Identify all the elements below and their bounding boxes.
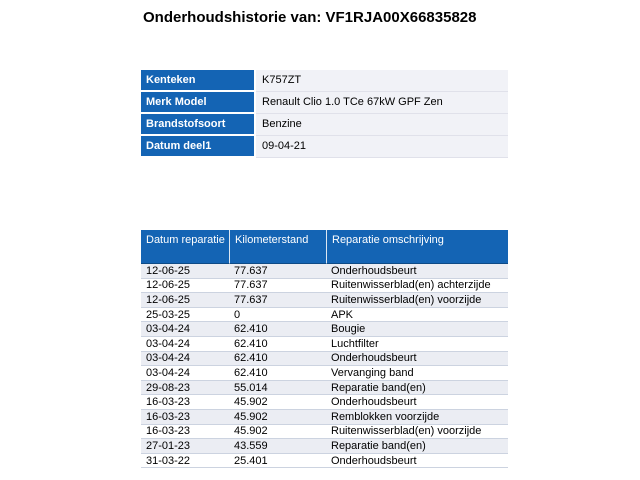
repair-description-cell: Ruitenwisserblad(en) voorzijde: [326, 425, 508, 440]
column-header-datum-reparatie: Datum reparatie: [141, 230, 229, 264]
info-label-kenteken: Kenteken: [141, 70, 256, 92]
repair-date-cell: 12-06-25: [141, 293, 229, 308]
mileage-cell: 77.637: [229, 279, 326, 294]
table-row: [141, 366, 508, 381]
repair-history-table: [141, 230, 508, 468]
table-row: [141, 70, 508, 92]
repair-date-cell: 16-03-23: [141, 425, 229, 440]
mileage-cell: 62.410: [229, 352, 326, 367]
repair-date-cell: 16-03-23: [141, 410, 229, 425]
repair-date-cell: 03-04-24: [141, 337, 229, 352]
repair-description-cell: Bougie: [326, 322, 508, 337]
repair-date-cell: 31-03-22: [141, 454, 229, 469]
repair-date-cell: 03-04-24: [141, 322, 229, 337]
repair-description-cell: Reparatie band(en): [326, 381, 508, 396]
repair-description-cell: Onderhoudsbeurt: [326, 264, 508, 279]
vehicle-info-table: [141, 70, 508, 158]
repair-description-cell: Remblokken voorzijde: [326, 410, 508, 425]
mileage-cell: 43.559: [229, 439, 326, 454]
repair-date-cell: 03-04-24: [141, 366, 229, 381]
table-row: [141, 308, 508, 323]
info-value-kenteken: K757ZT: [256, 70, 508, 92]
table-row: [141, 136, 508, 158]
repair-date-cell: 12-06-25: [141, 279, 229, 294]
repair-date-cell: 29-08-23: [141, 381, 229, 396]
mileage-cell: 77.637: [229, 293, 326, 308]
info-label-brandstofsoort: Brandstofsoort: [141, 114, 256, 136]
mileage-cell: 77.637: [229, 264, 326, 279]
info-label-merk-model: Merk Model: [141, 92, 256, 114]
table-row: [141, 92, 508, 114]
table-row: [141, 279, 508, 294]
column-header-reparatie-omschrijving: Reparatie omschrijving: [326, 230, 508, 264]
table-row: [141, 114, 508, 136]
repair-description-cell: Reparatie band(en): [326, 439, 508, 454]
repair-date-cell: 25-03-25: [141, 308, 229, 323]
repair-description-cell: Onderhoudsbeurt: [326, 454, 508, 469]
info-value-brandstofsoort: Benzine: [256, 114, 508, 136]
table-row: [141, 439, 508, 454]
table-row: [141, 381, 508, 396]
mileage-cell: 25.401: [229, 454, 326, 469]
repair-description-cell: Onderhoudsbeurt: [326, 395, 508, 410]
table-row: [141, 410, 508, 425]
repair-description-cell: Ruitenwisserblad(en) voorzijde: [326, 293, 508, 308]
info-label-datum-deel1: Datum deel1: [141, 136, 256, 158]
table-row: [141, 322, 508, 337]
column-header-kilometerstand: Kilometerstand: [229, 230, 326, 264]
mileage-cell: 45.902: [229, 425, 326, 440]
repair-description-cell: Vervanging band: [326, 366, 508, 381]
mileage-cell: 62.410: [229, 366, 326, 381]
repair-description-cell: Ruitenwisserblad(en) achterzijde: [326, 279, 508, 294]
table-row: [141, 293, 508, 308]
repair-date-cell: 03-04-24: [141, 352, 229, 367]
repair-date-cell: 12-06-25: [141, 264, 229, 279]
table-row: [141, 395, 508, 410]
table-row: [141, 425, 508, 440]
mileage-cell: 45.902: [229, 410, 326, 425]
mileage-cell: 0: [229, 308, 326, 323]
repair-date-cell: 27-01-23: [141, 439, 229, 454]
repair-date-cell: 16-03-23: [141, 395, 229, 410]
repair-description-cell: Onderhoudsbeurt: [326, 352, 508, 367]
table-row: [141, 264, 508, 279]
mileage-cell: 55.014: [229, 381, 326, 396]
page-title: Onderhoudshistorie van: VF1RJA00X66835828: [143, 9, 477, 26]
table-row: [141, 352, 508, 367]
table-row: [141, 337, 508, 352]
mileage-cell: 45.902: [229, 395, 326, 410]
mileage-cell: 62.410: [229, 337, 326, 352]
info-value-merk-model: Renault Clio 1.0 TCe 67kW GPF Zen: [256, 92, 508, 114]
table-header-row: [141, 230, 508, 264]
repair-description-cell: APK: [326, 308, 508, 323]
mileage-cell: 62.410: [229, 322, 326, 337]
repair-description-cell: Luchtfilter: [326, 337, 508, 352]
table-row: [141, 454, 508, 469]
info-value-datum-deel1: 09-04-21: [256, 136, 508, 158]
